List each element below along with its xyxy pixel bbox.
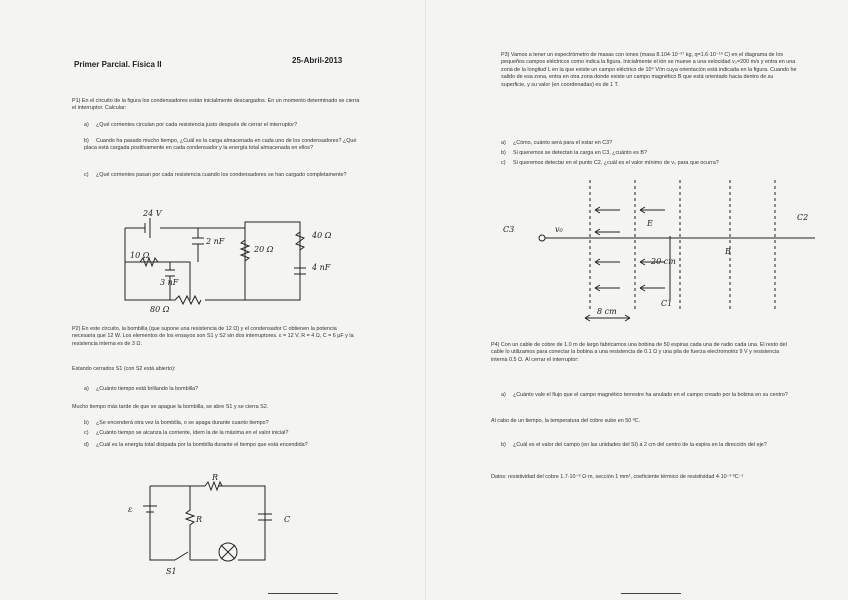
label-24v: 24 V — [143, 209, 162, 218]
label-10ohm: 10 Ω — [130, 251, 150, 260]
item-key: b) — [84, 420, 89, 426]
item-key: a) — [84, 386, 89, 392]
item-text: ¿Cómo, cuánto será para el estar en C3? — [513, 140, 613, 146]
label-3nf: 3 nF — [160, 278, 179, 287]
item-text: ¿Qué corrientes circulan por cada resistencia justo después de cerrar el interruptor? — [96, 122, 298, 128]
item-text: ¿Qué corrientes pasan por cada resistencia cuando los condensadores se han cargado completamente? — [96, 172, 347, 178]
label-20ohm: 20 Ω — [254, 245, 274, 254]
problem-4-data: Datos: resistividad del cobre 1.7·10⁻⁸ Ω·m, sección 1 mm², coeficiente térmico de resistividad 4·10⁻³ ºC⁻¹ — [491, 474, 744, 480]
item-text: Si queremos detectar en el punto C2, ¿cuál es el valor mínimo de v₀ para que ocurra? — [513, 160, 719, 166]
spectrometer-diagram — [425, 0, 848, 600]
item-text: Cuando ha pasado mucho tiempo, ¿Cuál es la carga almacenada en cada uno de los condensadores? ¿Qué placa está cargada positivamente en cada condensador y la energía total almacenada en ellos? — [84, 138, 357, 152]
label-8cm: 8 cm — [597, 307, 617, 316]
item-text: ¿Se encenderá otra vez la bombilla, o se apaga durante cuanto tiempo? — [96, 420, 269, 426]
label-c2: C2 — [797, 213, 809, 222]
item-text: ¿Cuánto tiempo se alcanza la corriente, ídem la de la máxima en el valor inicial? — [96, 430, 289, 436]
item-key: a) — [501, 392, 506, 398]
item-key: c) — [84, 172, 89, 178]
problem-2-line-3: Mucho tiempo más tarde de que se apague la bombilla, se abre S1 y se cierra S2. — [72, 404, 269, 410]
item-key: a) — [84, 122, 89, 128]
problem-1-intro: P1) En el circuito de la figura los condensadores están inicialmente descargados. En un momento determinado se cierra el interruptor. Calcular: — [72, 98, 360, 112]
label-e-field: E — [647, 219, 653, 228]
label-80ohm: 80 Ω — [150, 305, 170, 314]
label-b-field: B — [725, 247, 731, 256]
problem-2-intro: P2) En este circuito, la bombilla (que supone una resistencia de 12 Ω) y el condensador C obtienen la potencia necesaria que 12 W. Los elementos de los ensayos son S1 y S2 sin dos interruptores. ε = 12 V, R = 4 Ω, C = 6 µF y la resistencia interna es de 3 Ω. — [72, 326, 354, 347]
label-capacitor-c: C — [284, 515, 291, 524]
label-c1: C1 — [661, 299, 673, 308]
label-v0: v₀ — [555, 225, 563, 234]
label-20cm: 20 cm — [651, 257, 676, 266]
footer-rule — [621, 593, 681, 594]
item-key: a) — [501, 140, 506, 146]
problem-3-intro: P3) Vamos a tener un espectrómetro de masas con iones (masa 8.104·10⁻²⁷ kg, q=1.6·10⁻¹⁹ C) en el diagrama de los pequeños campos eléctricos como indica la figura. Inicialmente el ión se mueve a una velocidad v₀=200 m/s y entra en una zona de la longitud L en la que existe un campo eléctrico de 10⁴ V/m cuya orientación está indicada en la figura. Cuando he salido de esa zona, entra en otra zona donde existe un campo magnético B que está orientado hacia dentro de su superficie, y su valor (en coordenadas) es de 1 T. — [501, 52, 797, 88]
item-key: c) — [84, 430, 89, 436]
item-text: ¿Cuál es la energía total disipada por la bombilla durante el tiempo que está encendida? — [96, 442, 308, 448]
problem-4-item-a — [501, 392, 797, 399]
problem-2-line: Estando cerrados S1 (con S2 está abierto): — [72, 366, 176, 372]
problem-4-line: Al cabo de un tiempo, la temperatura del cobre sube en 50 ºC. — [491, 418, 641, 424]
footer-rule — [268, 593, 338, 594]
label-r-mid: R — [196, 515, 203, 524]
item-key: b) — [84, 138, 89, 144]
label-40ohm: 40 Ω — [312, 231, 332, 240]
label-c3: C3 — [503, 225, 515, 234]
item-text: ¿Cuánto vale el flujo que el campo magnético terrestre ha anulado en el campo creado por la bobina en su centro? — [513, 392, 788, 398]
item-key: d) — [84, 442, 89, 448]
item-text: ¿Cuánto tiempo está brillando la bombilla? — [96, 386, 199, 392]
item-text: Si queremos se detectan la carga en C3, ¿cuánto es B? — [513, 150, 647, 156]
item-key: c) — [501, 160, 506, 166]
label-switch-s1: S1 — [166, 567, 177, 576]
label-r-top: R — [212, 473, 219, 482]
item-key: b) — [501, 442, 506, 448]
item-text: ¿Cuál es el valor del campo (en las unidades del SI) a 2 cm del centro de la espira en la dirección del eje? — [513, 442, 767, 448]
label-4nf: 4 nF — [312, 263, 331, 272]
problem-4-intro: P4) Con un cable de cobre de 1.0 m de largo fabricamos una bobina de 50 espiras cada una de radio cada una. El resto del cable lo utilizamos para conectar la bobina a una resistencia de 0.1 Ω y una pila de fuerza electromotriz 9 V y resistencia interna 0.5 Ω. Al cerrar el interruptor: — [491, 342, 787, 363]
item-key: b) — [501, 150, 506, 156]
exam-date: 25-Abril-2013 — [292, 56, 343, 65]
label-2nf: 2 nF — [206, 237, 225, 246]
problem-4-item-b — [501, 442, 797, 449]
label-emf: ε — [128, 505, 133, 514]
exam-title: Primer Parcial. Física II — [74, 60, 162, 69]
